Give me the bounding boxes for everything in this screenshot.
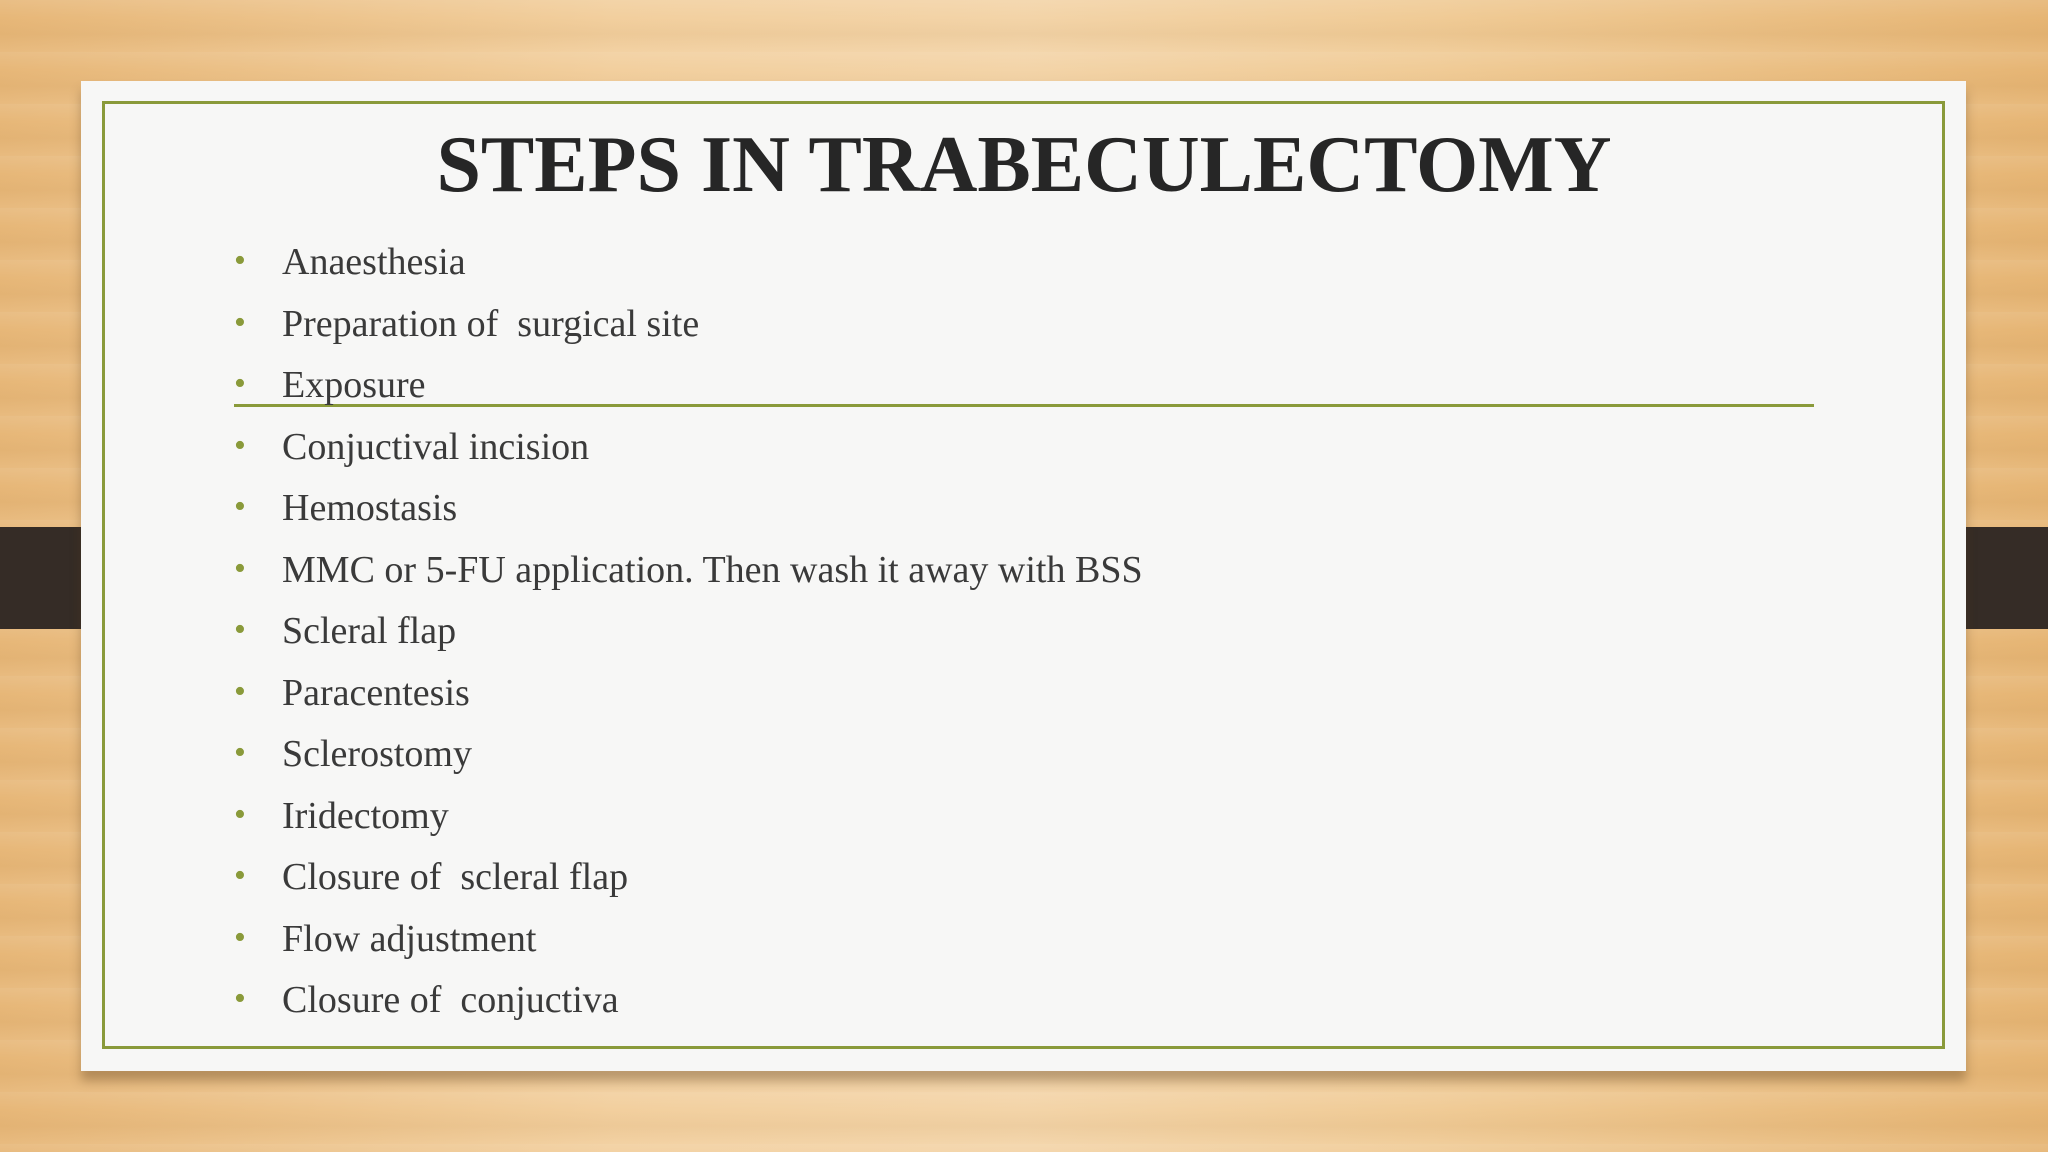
list-item	[232, 909, 1143, 971]
list-item	[232, 601, 1143, 663]
list-item	[232, 724, 1143, 786]
bullet-icon: •	[234, 242, 246, 279]
step-text: Exposure	[282, 364, 426, 406]
bullet-icon: •	[234, 734, 246, 771]
step-text: Anaesthesia	[282, 241, 466, 283]
list-item	[232, 663, 1143, 725]
bullet-icon: •	[234, 857, 246, 894]
bullet-icon: •	[234, 303, 246, 341]
list-item	[232, 232, 1143, 294]
step-text: Preparation of surgical site	[282, 302, 700, 345]
step-text: Hemostasis	[282, 487, 458, 529]
list-item	[232, 847, 1143, 909]
list-item	[232, 417, 1143, 479]
bullet-icon: •	[234, 795, 246, 833]
steps-list	[232, 232, 1143, 1032]
list-item	[232, 355, 1143, 417]
bullet-icon: •	[234, 980, 246, 1017]
list-item	[232, 786, 1143, 848]
step-text: Closure of scleral flap	[282, 856, 629, 898]
step-text: Flow adjustment	[282, 917, 537, 960]
step-text: MMC or 5-FU application. Then wash it away with BSS	[282, 548, 1143, 591]
step-text: Scleral flap	[282, 610, 457, 652]
list-item	[232, 970, 1143, 1032]
list-item	[232, 294, 1143, 356]
step-text: Sclerostomy	[282, 733, 472, 775]
bullet-icon: •	[234, 365, 246, 402]
bullet-icon: •	[234, 918, 246, 956]
step-text: Conjuctival incision	[282, 425, 590, 468]
bullet-icon: •	[234, 488, 246, 525]
list-item	[232, 540, 1143, 602]
list-item	[232, 478, 1143, 540]
slide-title: STEPS IN TRABECULECTOMY	[436, 121, 1612, 209]
step-text: Iridectomy	[282, 794, 449, 837]
bullet-icon: •	[234, 549, 246, 587]
bullet-icon: •	[234, 672, 246, 710]
bullet-icon: •	[234, 611, 246, 648]
step-text: Paracentesis	[282, 671, 470, 714]
bullet-icon: •	[234, 426, 246, 464]
step-text: Closure of conjuctiva	[282, 979, 619, 1021]
